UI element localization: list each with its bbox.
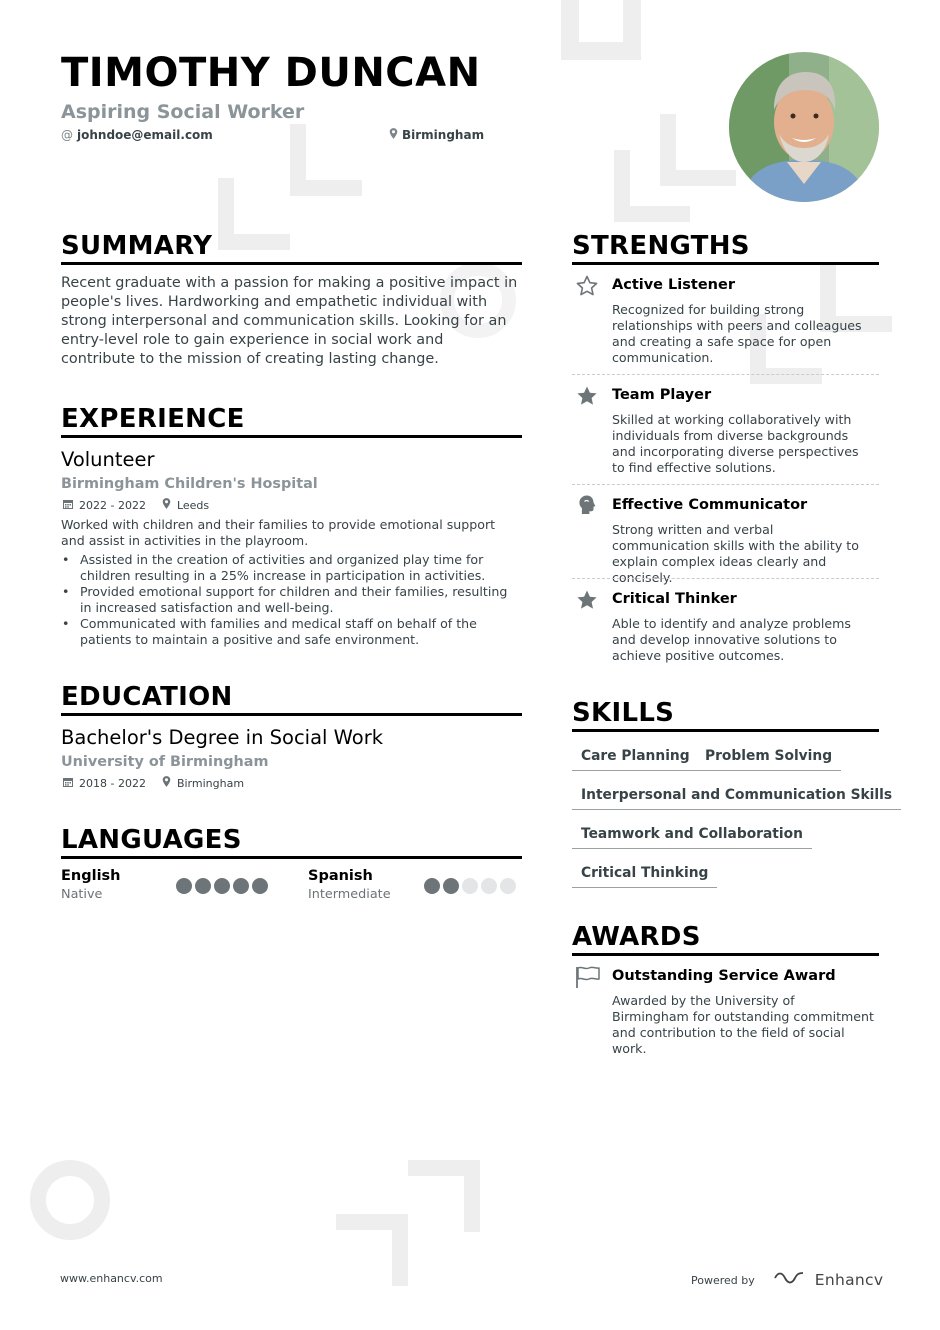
languages-title: LANGUAGES xyxy=(61,825,242,855)
strength-divider xyxy=(572,578,879,579)
profile-photo xyxy=(729,52,879,202)
strength-divider xyxy=(572,484,879,485)
education-degree: Bachelor's Degree in Social Work xyxy=(61,726,384,749)
footer-branding[interactable] xyxy=(691,1270,883,1290)
list-item: • Assisted in the creation of activities and organized play time for children resulting in a 25% increase in participation in activities. xyxy=(61,552,522,584)
strength-description: Able to identify and analyze problems and develop innovative solutions to achieve positive outcomes. xyxy=(612,616,851,663)
language-rating-spanish xyxy=(424,878,516,894)
education-meta xyxy=(63,776,244,790)
skill-tag: Interpersonal and Communication Skills xyxy=(572,787,901,810)
rating-dot xyxy=(462,878,478,894)
candidate-role: Aspiring Social Worker xyxy=(61,101,305,123)
skill-tag: Care Planning xyxy=(572,748,699,771)
head-speaking-icon xyxy=(575,493,599,517)
strength-title: Effective Communicator xyxy=(612,497,808,513)
language-name-english: English xyxy=(61,868,121,884)
at-icon: @ xyxy=(61,128,73,142)
education-location: Birmingham xyxy=(176,776,245,790)
rating-dot xyxy=(195,878,211,894)
education-school: University of Birmingham xyxy=(61,754,269,770)
candidate-name: TIMOTHY DUNCAN xyxy=(61,50,481,96)
list-item: • Provided emotional support for children and their families, resulting in increased satisfaction and well-being. xyxy=(61,584,522,616)
brand-name: Enhancv xyxy=(814,1271,884,1289)
list-item: • Communicated with families and medical staff on behalf of the patients to maintain a positive and safe environment. xyxy=(61,616,522,648)
experience-bullets xyxy=(61,552,522,648)
powered-by-text: Powered by xyxy=(691,1273,755,1287)
education-rule xyxy=(61,713,522,716)
strength-title: Critical Thinker xyxy=(612,591,737,607)
language-level-english: Native xyxy=(61,887,103,902)
contact-email[interactable] xyxy=(61,128,213,142)
summary-text: Recent graduate with a passion for making a positive impact in people's lives. Hardworking and empathetic individual with strong interpersonal and communication skills. Looking for an entry-level role to gain experience in social work and contribute to the mission of creating lasting change. xyxy=(61,275,518,367)
strength-title: Team Player xyxy=(612,387,712,403)
experience-title: EXPERIENCE xyxy=(61,404,245,434)
experience-rule xyxy=(61,435,522,438)
award-title: Outstanding Service Award xyxy=(612,968,836,984)
rating-dot xyxy=(233,878,249,894)
language-level-spanish: Intermediate xyxy=(308,887,391,902)
language-name-spanish: Spanish xyxy=(308,868,373,884)
flag-icon xyxy=(575,965,599,989)
rating-dot xyxy=(176,878,192,894)
strength-description: Skilled at working collaboratively with individuals from diverse backgrounds and incorporating diverse perspectives to find effective solutions. xyxy=(612,412,859,475)
location-text: Birmingham xyxy=(402,128,485,142)
map-pin-icon xyxy=(389,128,398,142)
calendar-icon xyxy=(63,499,73,512)
strength-description: Strong written and verbal communication skills with the ability to explain complex ideas clearly and concisely. xyxy=(612,522,859,585)
rating-dot xyxy=(424,878,440,894)
experience-organization: Birmingham Children's Hospital xyxy=(61,476,318,492)
awards-title: AWARDS xyxy=(572,922,701,952)
star-filled-icon xyxy=(575,384,599,408)
skill-tag: Critical Thinking xyxy=(572,865,717,888)
star-filled-icon xyxy=(575,588,599,612)
experience-meta xyxy=(63,498,209,512)
star-outline-icon xyxy=(575,274,599,298)
email-text: johndoe@email.com xyxy=(77,128,213,142)
footer-website-link[interactable]: www.enhancv.com xyxy=(60,1272,163,1285)
education-dates: 2018 - 2022 xyxy=(79,776,146,790)
calendar-icon xyxy=(63,777,73,790)
rating-dot xyxy=(481,878,497,894)
strength-description: Recognized for building strong relationships with peers and colleagues and creating a safe space for open communication. xyxy=(612,302,862,365)
contact-location xyxy=(389,128,484,142)
summary-rule xyxy=(61,262,522,265)
map-pin-icon xyxy=(162,776,171,790)
experience-description: Worked with children and their families to provide emotional support and assist in activities in the playroom. xyxy=(61,517,496,548)
education-title: EDUCATION xyxy=(61,682,233,712)
skill-tag: Problem Solving xyxy=(696,748,841,771)
languages-rule xyxy=(61,856,522,859)
strength-divider xyxy=(572,374,879,375)
skills-title: SKILLS xyxy=(572,698,675,728)
award-description: Awarded by the University of Birmingham for outstanding commitment and contribution to the field of social work. xyxy=(612,993,874,1056)
experience-location: Leeds xyxy=(176,498,210,512)
language-rating-english xyxy=(176,878,268,894)
rating-dot xyxy=(252,878,268,894)
strength-title: Active Listener xyxy=(612,277,735,293)
strengths-rule xyxy=(572,262,879,265)
map-pin-icon xyxy=(162,498,171,512)
rating-dot xyxy=(500,878,516,894)
summary-title: SUMMARY xyxy=(61,231,213,261)
rating-dot xyxy=(443,878,459,894)
skill-tag: Teamwork and Collaboration xyxy=(572,826,812,849)
experience-role: Volunteer xyxy=(61,448,155,471)
experience-dates: 2022 - 2022 xyxy=(79,498,146,512)
skills-rule xyxy=(572,729,879,732)
awards-rule xyxy=(572,953,879,956)
rating-dot xyxy=(214,878,230,894)
strengths-title: STRENGTHS xyxy=(572,231,750,261)
enhancv-logo-icon xyxy=(773,1270,805,1290)
